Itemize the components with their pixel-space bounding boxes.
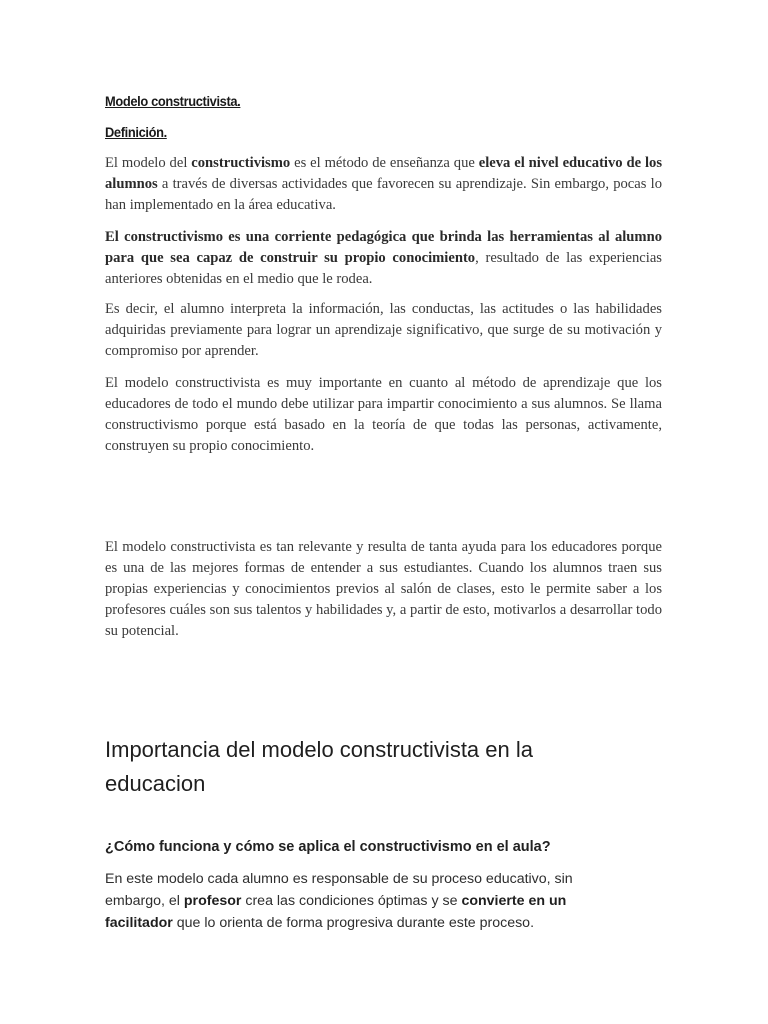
bold-text: convierte en un facilitador [105, 893, 567, 931]
bold-text: profesor [183, 893, 242, 909]
paragraph-corriente [105, 227, 662, 290]
paragraph-text: El modelo del [105, 155, 192, 171]
heading-modelo-constructivista: Modelo constructivista. [105, 93, 241, 109]
paragraph-text: En este modelo cada alumno es responsable de su proceso educativo, sin embargo, el [105, 871, 573, 909]
paragraph-importancia: El modelo constructivista es muy importante en cuanto al método de aprendizaje que los educadores de todo el mundo debe utilizar para impartir conocimiento a sus alumnos. Se llama constructivismo porque está basado en la teoría de que todas las personas, activamente, construyen su propio conocimiento. [105, 375, 662, 454]
heading-definicion: Definición. [105, 124, 167, 140]
paragraph-definition [105, 153, 662, 216]
paragraph-text: crea las condiciones óptimas y se [241, 893, 462, 909]
bold-text: eleva el nivel educativo de los alumnos [105, 155, 662, 192]
paragraph-text: , resultado de las experiencias anteriores obtenidas en el medio que le rodea. [105, 250, 662, 287]
section-title: Importancia del modelo constructivista en la educacion [105, 737, 533, 796]
bold-text: El constructivismo es una corriente pedagógica que brinda las herramientas al alumno para que sea capaz de construir su propio conocimiento [105, 229, 662, 266]
paragraph-relevante: El modelo constructivista es tan relevante y resulta de tanta ayuda para los educadores porque es una de las mejores formas de entender a sus estudiantes. Cuando los alumnos traen sus propias experiencias y conocimientos previos al salón de clases, esto le permite saber a los profesores cuáles son sus talentos y habilidades y, a partir de esto, motivarlos a desarrollar todo su potencial. [105, 539, 662, 639]
bold-text: constructivismo [191, 155, 291, 171]
paragraph-es-decir: Es decir, el alumno interpreta la información, las conductas, las actitudes o las habilidades adquiridas previamente para lograr un aprendizaje significativo, que surge de su motivación y compromiso por aprender. [105, 301, 662, 359]
paragraph-como-funciona [105, 868, 625, 934]
paragraph-text: a través de diversas actividades que favorecen su aprendizaje. Sin embargo, pocas lo han implementado en la área educativa. [105, 176, 662, 213]
subsection-title: ¿Cómo funciona y cómo se aplica el constructivismo en el aula? [105, 839, 551, 855]
paragraph-text: es el método de enseñanza que [290, 155, 479, 171]
paragraph-text: que lo orienta de forma progresiva durante este proceso. [172, 915, 535, 931]
